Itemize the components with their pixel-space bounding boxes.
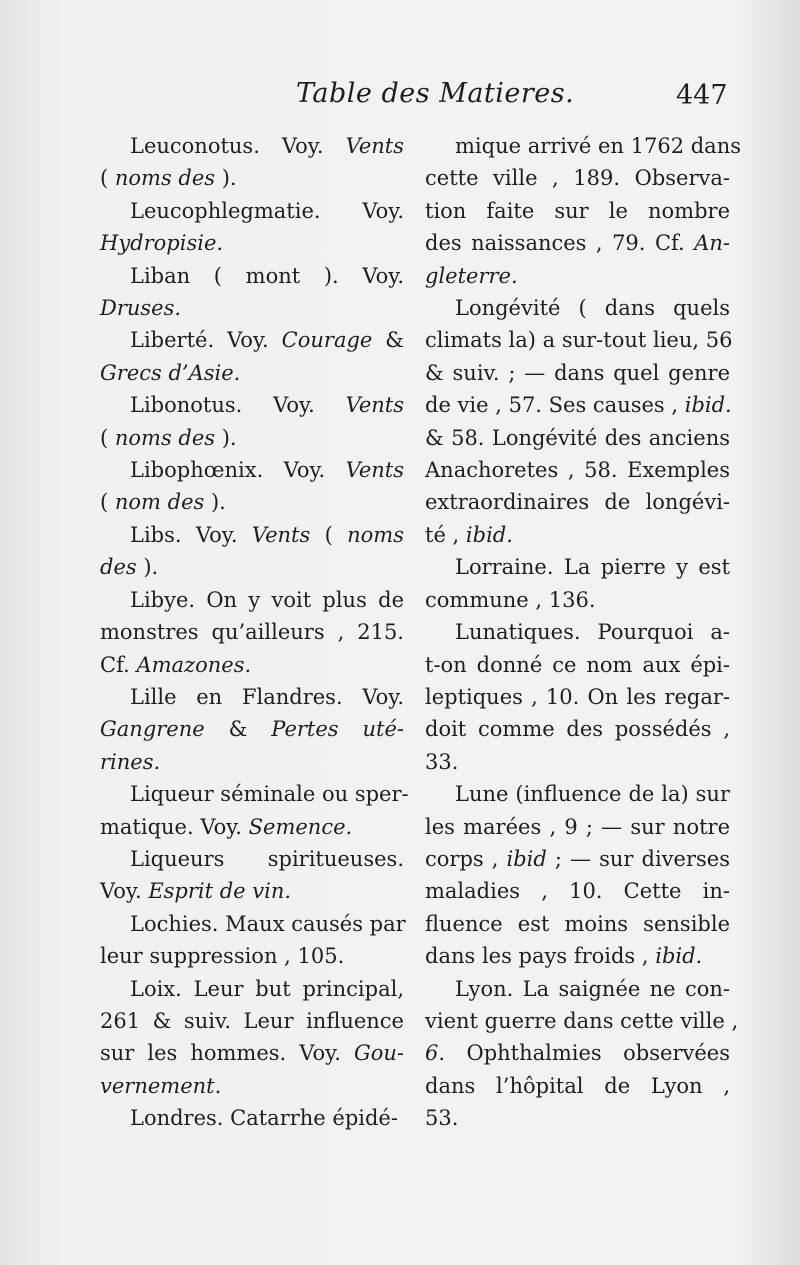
entry-text: extraordinaires de longévi- — [425, 490, 730, 515]
entry-line — [425, 875, 730, 907]
entry-text: & suiv. ; — dans quel genre — [425, 360, 730, 385]
entry-line — [425, 292, 730, 324]
entry-line — [425, 778, 730, 810]
entry-line — [425, 811, 730, 843]
italic-text: Courage — [281, 328, 373, 353]
italic-text: Druses. — [100, 296, 182, 321]
entry-text: Libophœnix. Voy. — [130, 458, 346, 483]
entry-text: corps , — [425, 846, 507, 871]
index-entry — [100, 1102, 404, 1134]
italic-text: Vents — [251, 522, 311, 547]
entry-text: matique. Voy. — [100, 814, 249, 839]
entry-line — [425, 616, 730, 648]
entry-line — [425, 422, 730, 454]
italic-text: Grecs d’Asie. — [100, 360, 241, 385]
entry-text: Leuconotus. Voy. — [130, 134, 346, 158]
index-entry — [100, 260, 404, 325]
running-title: Table des Matieres. — [296, 78, 575, 109]
index-column-right — [425, 130, 741, 1135]
entry-line — [425, 1037, 730, 1069]
entry-text: Liberté. Voy. — [130, 328, 282, 353]
entry-text: Loix. Leur but principal, — [130, 976, 404, 1001]
index-entry — [100, 908, 404, 973]
entry-text: ( — [100, 425, 115, 450]
entry-text: dans les pays froids , — [425, 944, 656, 969]
entry-line — [425, 260, 730, 292]
entry-text: ; — sur diverses — [546, 846, 730, 871]
entry-text: ). — [136, 555, 159, 580]
entry-line — [425, 357, 730, 389]
entry-text: vient guerre dans cette ville , — [425, 1008, 739, 1033]
entry-text: Lille en Flandres. Voy. — [130, 684, 404, 709]
entry-line — [100, 1070, 404, 1102]
entry-line — [100, 162, 404, 194]
entry-text: maladies , 10. Cette in- — [425, 879, 730, 904]
italic-text: noms des — [114, 425, 216, 450]
entry-text: climats la) a sur-tout lieu, 56 — [425, 328, 733, 353]
entry-text: doit comme des possédés , — [425, 717, 730, 742]
entry-line — [100, 519, 404, 551]
index-entry — [425, 130, 741, 292]
page-number: 447 — [676, 80, 728, 111]
entry-line — [100, 649, 404, 681]
index-entry — [100, 973, 404, 1103]
entry-text: Anachoretes , 58. Exemples — [425, 458, 730, 483]
entry-text: té , — [425, 522, 466, 547]
index-entry — [425, 551, 730, 616]
entry-line — [425, 1070, 730, 1102]
italic-text: Gou- — [353, 1041, 404, 1066]
entry-line — [425, 551, 730, 583]
index-entry — [100, 681, 404, 778]
entry-text: Ophthalmies observées — [445, 1041, 730, 1066]
italic-text: ibid — [506, 846, 547, 871]
italic-text: Vents — [345, 134, 404, 158]
italic-text: gleterre. — [425, 263, 518, 288]
italic-text: Amazones. — [136, 652, 252, 677]
entry-text: ). — [204, 490, 226, 515]
entry-line — [100, 616, 404, 648]
index-column-left — [100, 130, 409, 1135]
index-entry — [100, 843, 404, 908]
entry-text: Longévité ( dans quels — [455, 296, 730, 321]
entry-line — [425, 162, 730, 194]
entry-text: Liqueur séminale ou sper- — [130, 782, 409, 807]
entry-text: Lune (influence de la) sur — [455, 782, 730, 807]
entry-text: des naissances , 79. Cf. — [425, 231, 695, 256]
entry-text: ( — [310, 522, 348, 547]
entry-line — [425, 454, 730, 486]
italic-text: noms des — [114, 166, 216, 191]
index-entry — [100, 324, 404, 389]
italic-text: Hydropisie. — [100, 231, 224, 256]
italic-text: An- — [694, 231, 730, 256]
entry-line — [100, 940, 404, 972]
entry-text: dans l’hôpital de Lyon , — [425, 1073, 730, 1098]
italic-text: vernement. — [100, 1073, 222, 1098]
italic-text: nom des — [114, 490, 205, 515]
italic-text: Semence. — [248, 814, 353, 839]
entry-line — [425, 227, 730, 259]
entry-line — [100, 713, 404, 745]
entry-text: leptiques , 10. On les regar- — [425, 684, 730, 709]
entry-text: sur les hommes. Voy. — [100, 1041, 354, 1066]
index-entry — [100, 389, 404, 454]
italic-text: rines. — [100, 749, 161, 774]
entry-line — [100, 486, 404, 518]
index-entry — [100, 130, 404, 195]
entry-line — [100, 778, 409, 810]
entry-text: Lorraine. La pierre y est — [455, 555, 730, 580]
entry-text: Lunatiques. Pourquoi a- — [455, 620, 730, 645]
index-entry — [425, 973, 739, 1135]
entry-line — [100, 811, 404, 843]
entry-line — [100, 357, 404, 389]
index-entry — [100, 778, 409, 843]
entry-line — [425, 940, 730, 972]
italic-text: ibid. — [465, 522, 513, 547]
entry-line — [100, 292, 404, 324]
entry-line — [425, 584, 730, 616]
entry-line — [425, 324, 733, 356]
entry-text: Liban ( mont ). Voy. — [130, 263, 404, 288]
entry-line — [425, 130, 741, 162]
italic-text: 6. — [425, 1041, 446, 1066]
entry-text: cette ville , 189. Observa- — [425, 166, 730, 191]
entry-line — [425, 1102, 730, 1134]
entry-line — [100, 908, 404, 940]
entry-text: leur suppression , 105. — [100, 944, 345, 969]
italic-text: ibid. — [684, 393, 732, 418]
entry-line — [425, 713, 730, 745]
entry-line — [100, 1037, 404, 1069]
entry-line — [100, 973, 404, 1005]
entry-text: de vie , 57. Ses causes , — [425, 393, 685, 418]
entry-line — [100, 195, 404, 227]
entry-text: Voy. — [100, 879, 149, 904]
entry-line — [100, 875, 404, 907]
entry-text: Londres. Catarrhe épidé- — [130, 1106, 398, 1131]
index-entry — [100, 195, 404, 260]
index-entry — [100, 584, 404, 681]
entry-text: fluence est moins sensible — [425, 911, 730, 936]
entry-line — [100, 130, 404, 162]
italic-text: ibid. — [655, 944, 703, 969]
entry-line — [100, 551, 404, 583]
italic-text: Vents — [345, 458, 404, 483]
entry-line — [100, 1005, 404, 1037]
entry-line — [425, 843, 730, 875]
entry-line — [425, 681, 730, 713]
entry-line — [100, 681, 404, 713]
entry-line — [425, 389, 730, 421]
entry-text: Leucophlegmatie. Voy. — [130, 198, 404, 223]
entry-line — [100, 454, 404, 486]
entry-text: ( — [100, 490, 115, 515]
entry-line — [100, 584, 404, 616]
index-entry — [425, 616, 730, 778]
entry-text: Libye. On y voit plus de — [130, 587, 404, 612]
entry-line — [100, 324, 404, 356]
italic-text: Gangrene — [100, 717, 205, 742]
entry-text: tion faite sur le nombre — [425, 198, 730, 223]
italic-text: Vents — [345, 393, 404, 418]
entry-text: mique arrivé en 1762 dans — [455, 134, 741, 158]
entry-text: commune , 136. — [425, 587, 596, 612]
entry-text: ). — [215, 166, 237, 191]
entry-text: t-on donné ce nom aux épi- — [425, 652, 730, 677]
entry-text: 53. — [425, 1106, 459, 1131]
italic-text: Pertes uté- — [271, 717, 404, 742]
entry-line — [100, 260, 404, 292]
entry-line — [425, 519, 730, 551]
italic-text: des — [100, 555, 137, 580]
entry-text: 33. — [425, 749, 459, 774]
entry-line — [425, 973, 730, 1005]
entry-text: ( — [100, 166, 115, 191]
entry-line — [425, 486, 730, 518]
entry-line — [100, 227, 404, 259]
index-entry — [100, 454, 404, 519]
entry-text: & — [372, 328, 404, 353]
entry-text: & — [204, 717, 272, 742]
entry-text: Lyon. La saignée ne con- — [455, 976, 730, 1001]
entry-line — [100, 389, 404, 421]
entry-text: 261 & suiv. Leur influence — [100, 1008, 404, 1033]
entry-text: ). — [215, 425, 237, 450]
index-entry — [100, 519, 404, 584]
entry-line — [425, 1005, 739, 1037]
italic-text: noms — [347, 522, 404, 547]
entry-line — [425, 908, 730, 940]
index-entry — [425, 778, 730, 972]
entry-line — [425, 195, 730, 227]
entry-line — [100, 1102, 404, 1134]
entry-line — [425, 649, 730, 681]
entry-text: Lochies. Maux causés par — [130, 911, 406, 936]
entry-line — [100, 746, 404, 778]
entry-text: Libonotus. Voy. — [130, 393, 346, 418]
entry-text: les marées , 9 ; — sur notre — [425, 814, 730, 839]
entry-line — [100, 422, 404, 454]
entry-line — [100, 843, 404, 875]
entry-line — [425, 746, 730, 778]
index-entry — [425, 292, 733, 551]
entry-text: Cf. — [100, 652, 137, 677]
entry-text: monstres qu’ailleurs , 215. — [100, 620, 404, 645]
entry-text: Libs. Voy. — [130, 522, 252, 547]
entry-text: & 58. Longévité des anciens — [425, 425, 730, 450]
italic-text: Esprit de vin. — [148, 879, 292, 904]
entry-text: Liqueurs spiritueuses. — [130, 846, 404, 871]
page-header — [0, 78, 800, 118]
